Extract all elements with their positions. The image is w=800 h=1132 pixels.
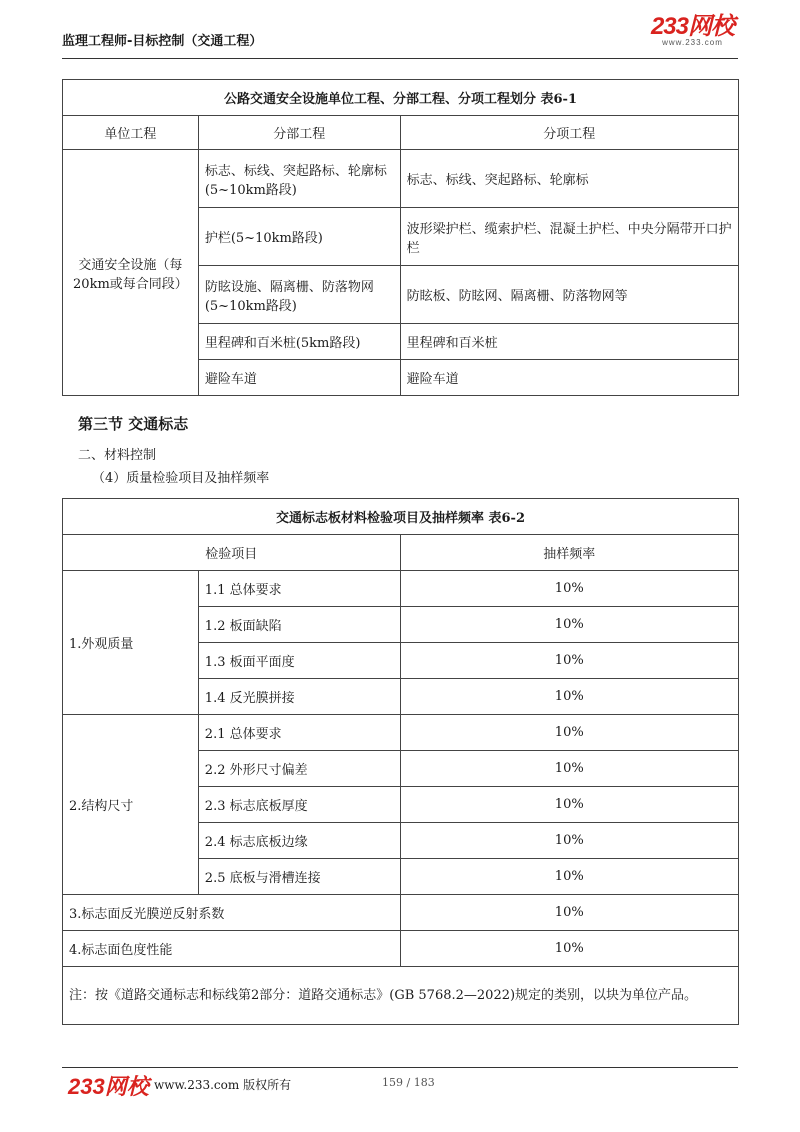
table1-part: 标志、标线、突起路标、轮廓标(5~10km路段) [198, 150, 400, 208]
table1-item: 波形梁护栏、缆索护栏、混凝土护栏、中央分隔带开口护栏 [400, 208, 738, 266]
brand-logo [650, 13, 734, 47]
item-label: 1.4 反光膜拼接 [198, 679, 400, 715]
table1-header-item: 分项工程 [400, 116, 738, 150]
table-row [63, 715, 739, 751]
table1-unit-cell: 交通安全设施（每20km或每合同段） [63, 150, 199, 396]
table2-header-item: 检验项目 [63, 535, 401, 571]
item-rate: 10% [400, 859, 739, 895]
table1-part: 里程碑和百米桩(5km路段) [198, 324, 400, 360]
item-rate: 10% [400, 751, 739, 787]
item-rate: 10% [400, 787, 739, 823]
section-item: （4）质量检验项目及抽样频率 [92, 471, 270, 486]
item-label: 1.3 板面平面度 [198, 643, 400, 679]
division-table [62, 79, 739, 396]
inspection-table [62, 498, 739, 1025]
single-rate: 10% [400, 931, 739, 967]
table1-item: 标志、标线、突起路标、轮廓标 [400, 150, 738, 208]
single-label: 4.标志面色度性能 [63, 931, 401, 967]
table1-item: 里程碑和百米桩 [400, 324, 738, 360]
page-number: 159 / 183 [382, 1076, 435, 1089]
table1-header-unit: 单位工程 [63, 116, 199, 150]
table1-part: 避险车道 [198, 360, 400, 396]
logo-text: 233网校 [650, 13, 734, 40]
section-subtitle: 二、材料控制 [78, 448, 157, 463]
item-label: 2.4 标志底板边缘 [198, 823, 400, 859]
table-row [63, 150, 739, 208]
group-name: 1.外观质量 [63, 571, 199, 715]
table2-header-rate: 抽样频率 [400, 535, 739, 571]
single-label: 3.标志面反光膜逆反射系数 [63, 895, 401, 931]
logo-url: www.233.com [662, 38, 723, 47]
table1-part: 护栏(5~10km路段) [198, 208, 400, 266]
item-rate: 10% [400, 679, 739, 715]
document-title: 监理工程师-目标控制（交通工程） [62, 34, 263, 49]
table1-part: 防眩设施、隔离栅、防落物网(5~10km路段) [198, 266, 400, 324]
item-rate: 10% [400, 643, 739, 679]
table-note: 注：按《道路交通标志和标线第2部分：道路交通标志》(GB 5768.2—2022)规定的类别，以块为单位产品。 [63, 967, 739, 1025]
table-row [63, 931, 739, 967]
item-label: 2.5 底板与滑槽连接 [198, 859, 400, 895]
footer-copyright: www.233.com 版权所有 [154, 1078, 292, 1092]
table1-caption: 公路交通安全设施单位工程、分部工程、分项工程划分 表6-1 [63, 80, 739, 116]
item-label: 1.2 板面缺陷 [198, 607, 400, 643]
table1-item: 避险车道 [400, 360, 738, 396]
item-rate: 10% [400, 571, 739, 607]
item-label: 2.2 外形尺寸偏差 [198, 751, 400, 787]
table2-caption: 交通标志板材料检验项目及抽样频率 表6-2 [63, 499, 739, 535]
group-name: 2.结构尺寸 [63, 715, 199, 895]
item-label: 2.1 总体要求 [198, 715, 400, 751]
item-rate: 10% [400, 715, 739, 751]
page-header [62, 0, 738, 59]
item-label: 2.3 标志底板厚度 [198, 787, 400, 823]
item-rate: 10% [400, 607, 739, 643]
table1-header-part: 分部工程 [198, 116, 400, 150]
table-row [63, 571, 739, 607]
single-rate: 10% [400, 895, 739, 931]
item-label: 1.1 总体要求 [198, 571, 400, 607]
footer-logo: 233网校 [68, 1074, 149, 1099]
table-row [63, 895, 739, 931]
page-footer [62, 1067, 738, 1098]
table1-item: 防眩板、防眩网、隔离栅、防落物网等 [400, 266, 738, 324]
item-rate: 10% [400, 823, 739, 859]
section-title: 第三节 交通标志 [78, 415, 189, 433]
